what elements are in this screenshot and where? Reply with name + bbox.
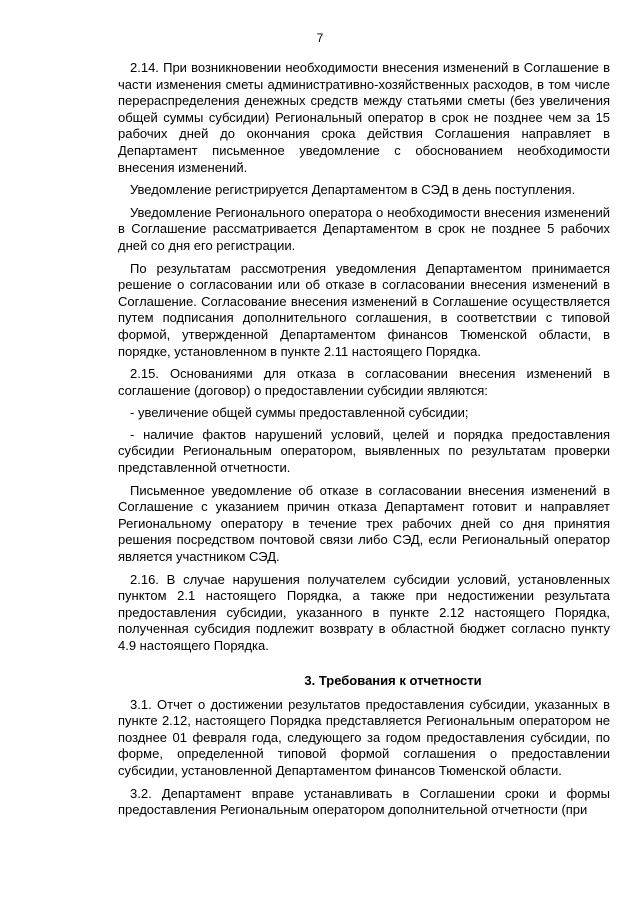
paragraph-review-decision: По результатам рассмотрения уведомления Департаментом принимается решение о согласовании или об отказе в согласовании внесения изменений в Соглашение. Согласование внесения изменений в Соглашение осуществляется путем подписания дополнительного соглашения, в соответствии с типовой формой, утвержденной Департаментом финансов Тюменской области, в порядке, установленном в пункте 2.11 настоящего Порядка.: [118, 260, 610, 359]
paragraph-notification-registration: Уведомление регистрируется Департаментом в СЭД в день поступления.: [130, 182, 576, 198]
paragraph-3-1: 3.1. Отчет о достижении результатов предоставления субсидии, указанных в пункте 2.12, настоящего Порядка представляется Региональным оператором не позднее 01 февраля года, следующего за годом предоставления субсидии, по форме, определенной типовой формой соглашения о предоставлении субсидии, установленной Департаментом финансов Тюменской области.: [118, 696, 610, 778]
list-item-violations: - наличие фактов нарушений условий, целей и порядка предоставления субсидии Региональным оператором, выявленных по результатам проверки представленной отчетности.: [118, 426, 610, 476]
document-body: [118, 60, 610, 825]
paragraph-refusal-notice: Письменное уведомление об отказе в согласовании внесения изменений в Соглашение с указанием причин отказа Департамент готовит и направляет Региональному оператору в течение трех рабочих дней со дня принятия решения посредством почтовой связи либо СЭД, если Региональный оператор является участником СЭД.: [118, 482, 610, 565]
paragraph-2-16: 2.16. В случае нарушения получателем субсидии условий, установленных пунктом 2.1 настоящего Порядка, а также при недостижении результата предоставления субсидии, указанного в пункте 2.12 настоящего Порядка, полученная субсидия подлежит возврату в областной бюджет согласно пункту 4.9 настоящего Порядка.: [118, 571, 610, 653]
paragraph-3-2: 3.2. Департамент вправе устанавливать в Соглашении сроки и формы предоставления Региональным оператором дополнительной отчетности (при: [118, 785, 610, 818]
paragraph-2-15: 2.15. Основаниями для отказа в согласовании внесения изменений в соглашение (договор) о предоставлении субсидии являются:: [118, 366, 610, 398]
page-number: 7: [316, 31, 324, 45]
paragraph-notification-review: Уведомление Регионального оператора о необходимости внесения изменений в Соглашение рассматривается Департаментом в срок не позднее 5 рабочих дней со дня его регистрации.: [118, 204, 610, 253]
list-item-subsidy-increase: - увеличение общей суммы предоставленной субсидии;: [130, 405, 469, 421]
section-heading: 3. Требования к отчетности: [304, 672, 482, 688]
paragraph-2-14: 2.14. При возникновении необходимости внесения изменений в Соглашение в части изменения сметы административно-хозяйственных расходов, в том числе перераспределения денежных средств между статьями сметы (без увеличения общей суммы субсидии) Региональный оператор в срок не позднее чем за 15 рабочих дней до окончания срока действия Соглашения направляет в Департамент письменное уведомление с обоснованием необходимости внесения изменений.: [118, 60, 610, 175]
